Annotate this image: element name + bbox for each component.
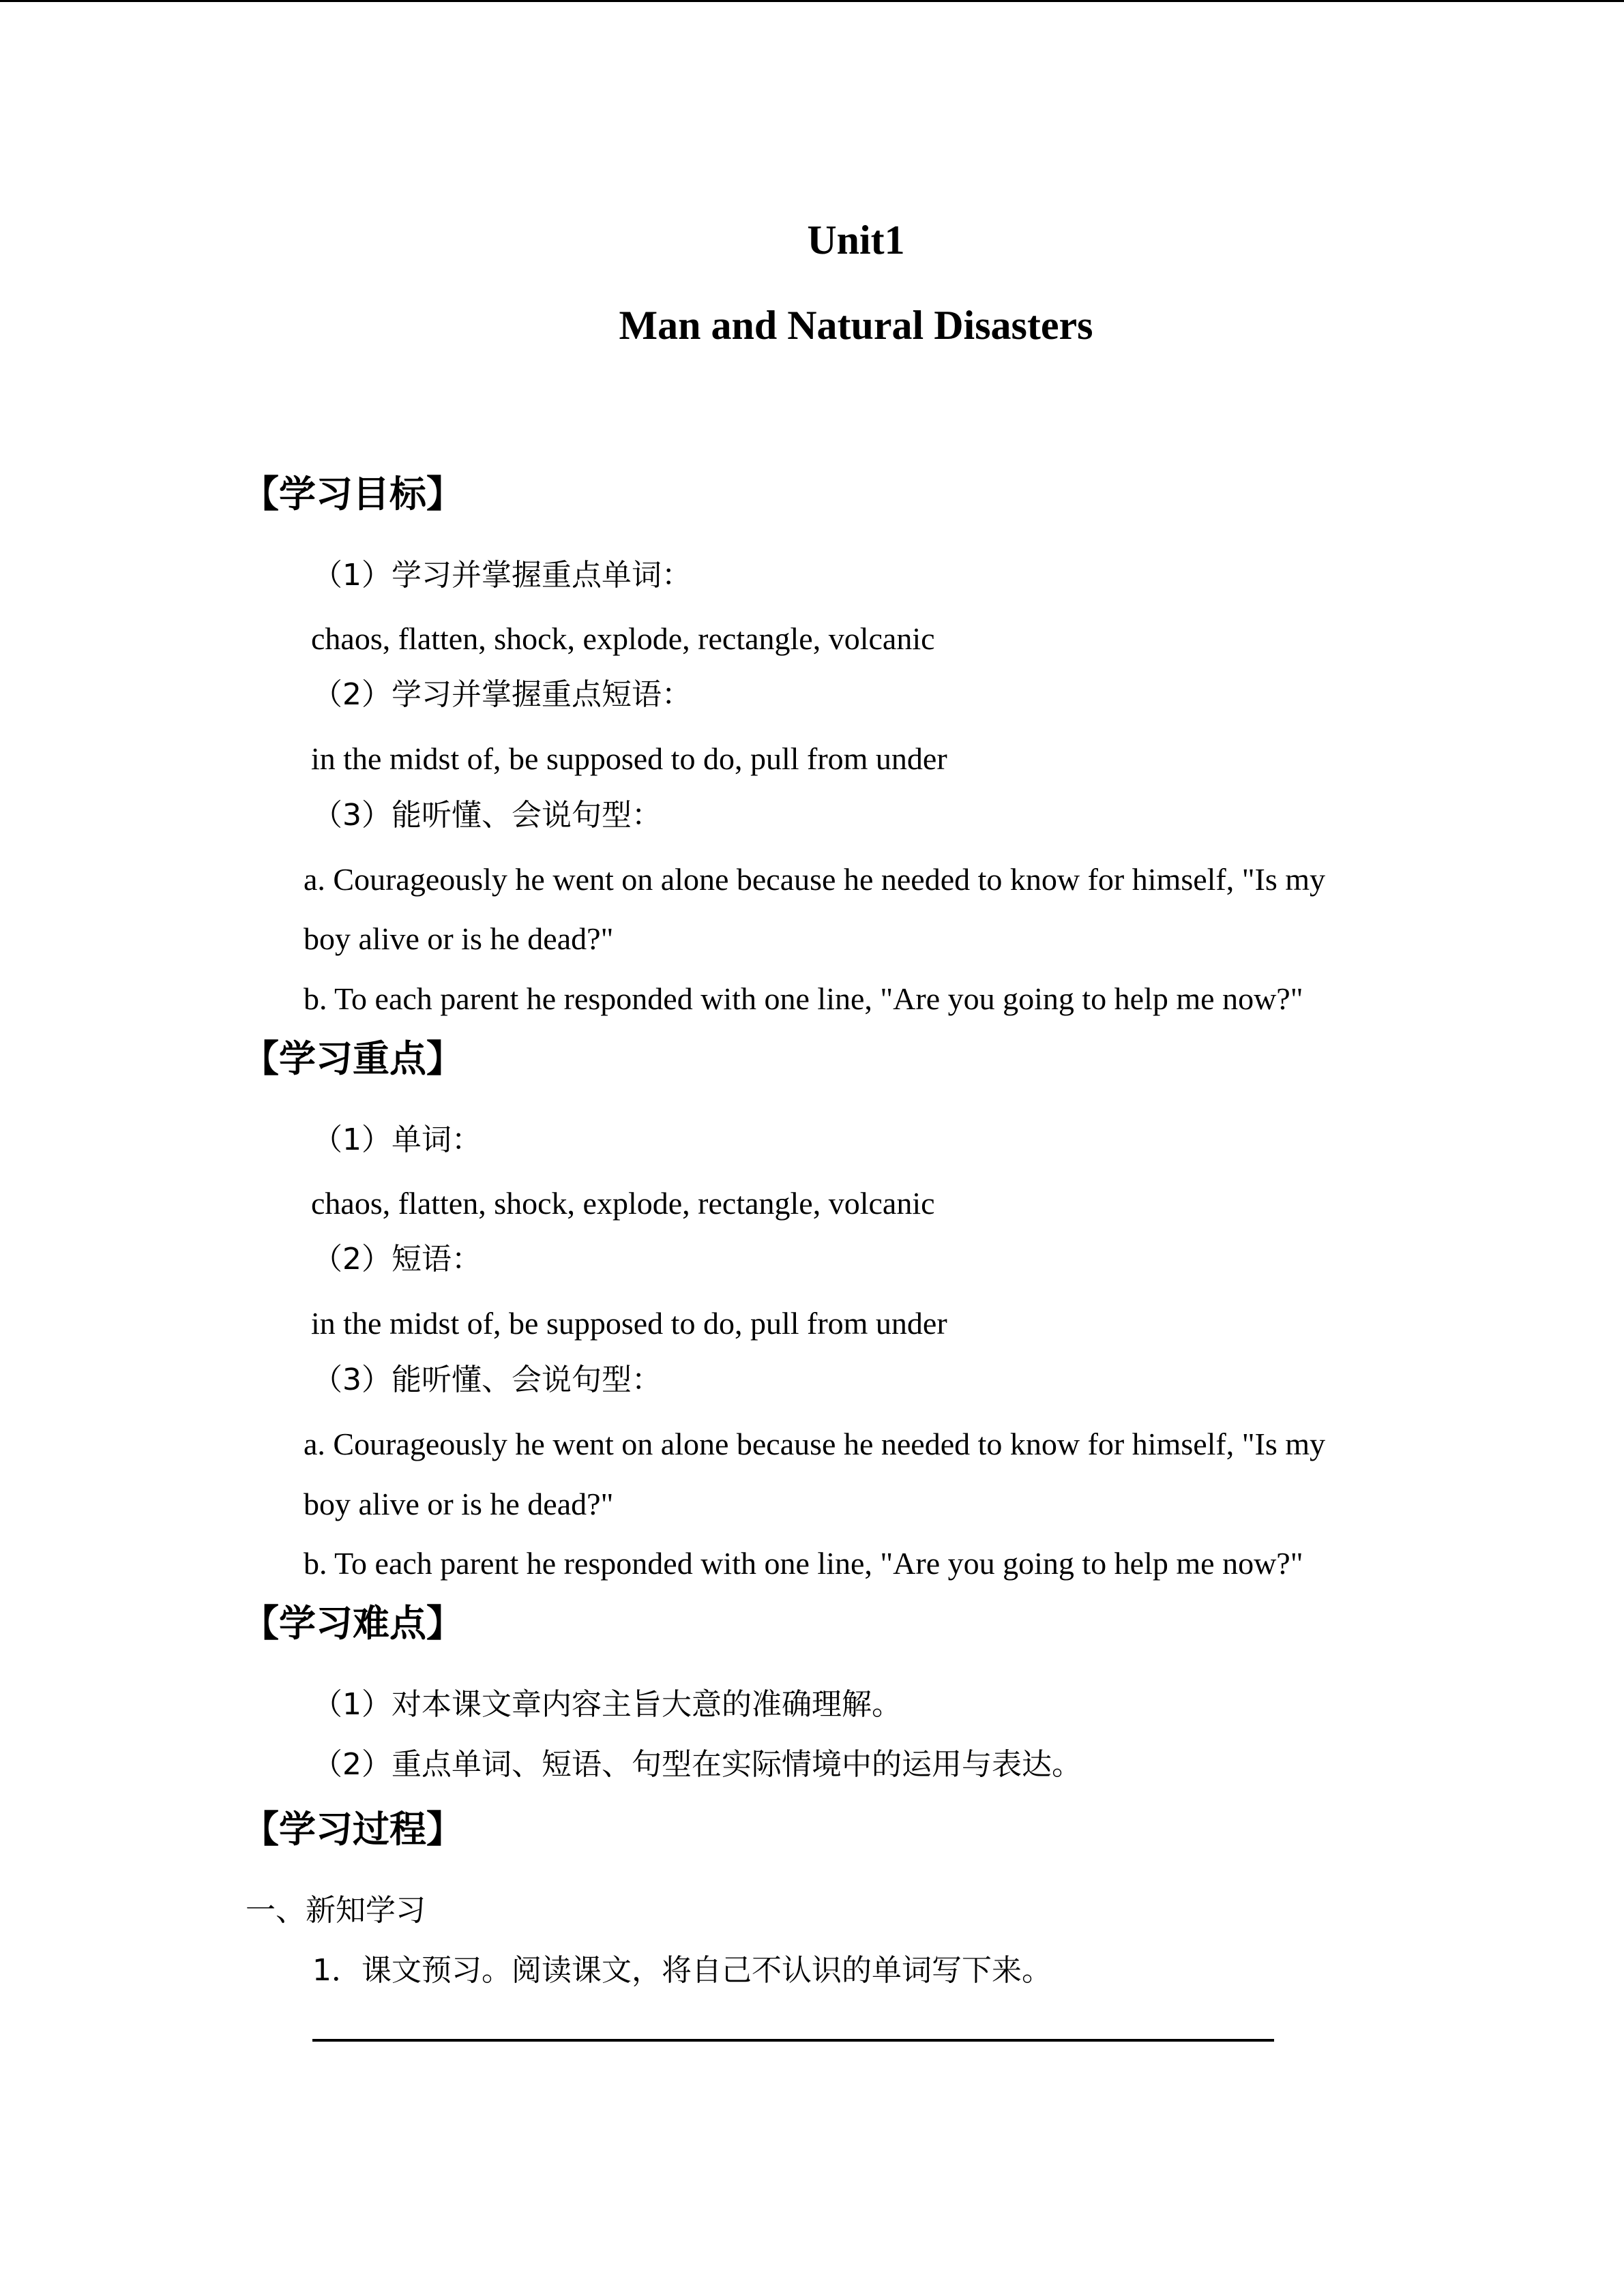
key-points-item1-words: chaos, flatten, shock, explode, rectangle, volcanic — [311, 1186, 935, 1221]
key-points-sentence-a-line2: boy alive or is he dead?" — [304, 1487, 614, 1521]
objectives-sentence-a-line2: boy alive or is he dead?" — [304, 921, 614, 956]
objectives-item3-label: （3）能听懂、会说句型： — [312, 798, 662, 833]
key-points-item2-label: （2）短语： — [312, 1242, 482, 1277]
objectives-item1-label: （1）学习并掌握重点单词： — [312, 558, 692, 593]
objectives-item1-words: chaos, flatten, shock, explode, rectangle, volcanic — [311, 621, 935, 656]
unit-title: Unit1 — [807, 218, 905, 263]
objectives-sentence-b: b. To each parent he responded with one line, "Are you going to help me now?" — [304, 981, 1303, 1016]
objectives-sentence-a-line1: a. Courageously he went on alone because he needed to know for himself, "Is my — [304, 862, 1326, 897]
key-points-item2-phrases: in the midst of, be supposed to do, pull from under — [311, 1306, 947, 1341]
key-points-item1-label: （1）单词： — [312, 1122, 482, 1157]
top-border-rule — [0, 0, 1624, 2]
objectives-item2-label: （2）学习并掌握重点短语： — [312, 677, 692, 712]
process-heading: 【学习过程】 — [242, 1808, 463, 1851]
key-points-item3-label: （3）能听懂、会说句型： — [312, 1362, 662, 1397]
key-points-sentence-b: b. To each parent he responded with one line, "Are you going to help me now?" — [304, 1546, 1303, 1581]
process-section1: 一、新知学习 — [246, 1893, 426, 1928]
lesson-title: Man and Natural Disasters — [619, 303, 1093, 348]
difficulties-heading: 【学习难点】 — [242, 1602, 463, 1645]
difficulties-item2: （2）重点单词、短语、句型在实际情境中的运用与表达。 — [312, 1747, 1082, 1782]
objectives-heading: 【学习目标】 — [242, 473, 463, 516]
answer-blank-line[interactable] — [312, 2039, 1274, 2042]
key-points-sentence-a-line1: a. Courageously he went on alone because he needed to know for himself, "Is my — [304, 1427, 1326, 1461]
key-points-heading: 【学习重点】 — [242, 1037, 463, 1080]
process-task1: 1．课文预习。阅读课文，将自己不认识的单词写下来。 — [312, 1953, 1052, 1988]
objectives-item2-phrases: in the midst of, be supposed to do, pull from under — [311, 741, 947, 776]
difficulties-item1: （1）对本课文章内容主旨大意的准确理解。 — [312, 1687, 902, 1722]
